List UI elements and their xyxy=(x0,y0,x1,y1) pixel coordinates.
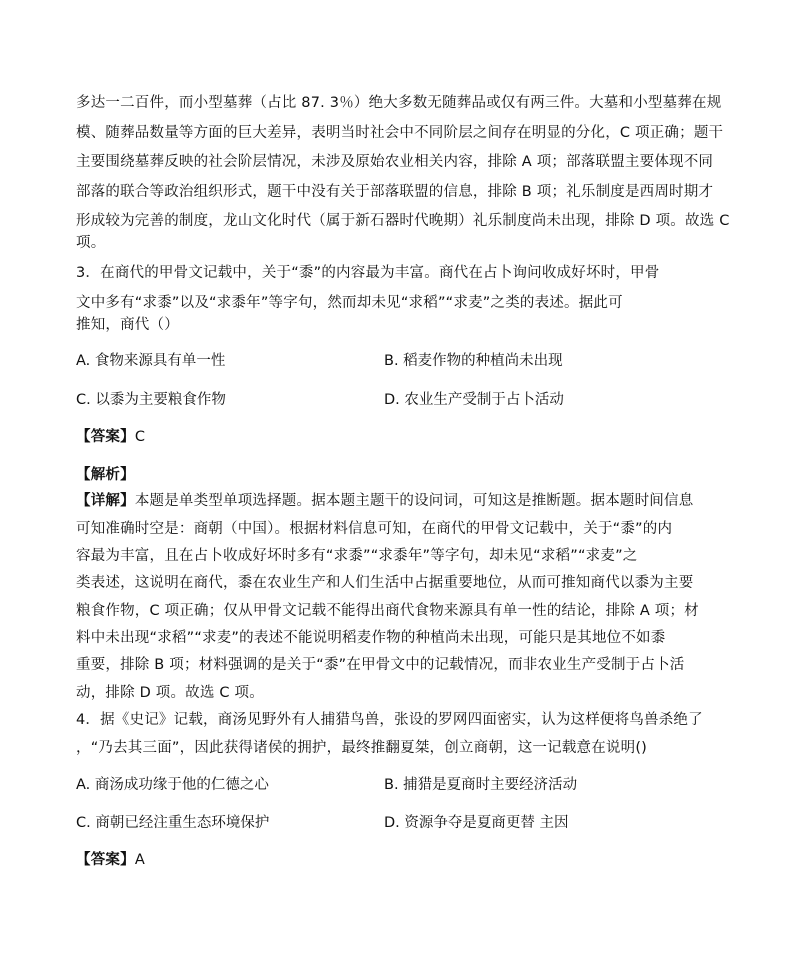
q3-option-c: C. 以黍为主要粮食作物 xyxy=(76,392,226,408)
q4-option-c: C. 商朝已经注重生态环境保护 xyxy=(76,815,270,831)
q3-detail-line-1: 【详解】本题是单类型单项选择题。据本题主题干的设问词，可知这是推断题。据本题时间信息 xyxy=(76,493,694,509)
q4-option-b: B. 捕猎是夏商时主要经济活动 xyxy=(384,777,578,793)
q4-option-d: D. 资源争夺是夏商更替 主因 xyxy=(384,815,569,831)
intro-line-5: 形成较为完善的制度，龙山文化时代（属于新石器时代晚期）礼乐制度尚未出现，排除 D 项。故选 C xyxy=(76,213,730,229)
q3-answer xyxy=(76,428,145,446)
q3-option-b: B. 稻麦作物的种植尚未出现 xyxy=(384,353,563,369)
q3-stem-line-2: 文中多有“求黍”以及“求黍年”等字句，然而却未见“求稻”“求麦”之类的表述。据此可 xyxy=(76,295,623,311)
q4-option-a: A. 商汤成功缘于他的仁德之心 xyxy=(76,777,269,793)
q3-analysis-tag: 【解析】 xyxy=(76,467,135,483)
q3-detail-line-2: 可知准确时空是：商朝（中国）。根据材料信息可知，在商代的甲骨文记载中，关于“黍”的内 xyxy=(76,521,673,537)
q3-option-d: D. 农业生产受制于占卜活动 xyxy=(384,392,564,408)
intro-line-6: 项。 xyxy=(76,235,106,251)
q3-detail-line-3: 容最为丰富，且在占卜收成好坏时多有“求黍”“求黍年”等字句，却未见“求稻”“求麦”之 xyxy=(76,548,638,564)
q3-answer-tag: 【答案】 xyxy=(76,429,135,445)
q4-stem-line-1: 4．据《史记》记载，商汤见野外有人捕猎鸟兽，张设的罗网四面密实，认为这样便将鸟兽杀绝了 xyxy=(76,712,703,728)
q3-detail-line-4: 类表述，这说明在商代，黍在农业生产和人们生活中占据重要地位，从而可推知商代以黍为主要 xyxy=(76,575,694,591)
q3-detail-line-5: 粮食作物，C 项正确；仅从甲骨文记载不能得出商代食物来源具有单一性的结论，排除 A 项；材 xyxy=(76,603,699,619)
intro-line-2: 模、随葬品数量等方面的巨大差异，表明当时社会中不同阶层之间存在明显的分化，C 项正确；题干 xyxy=(76,125,724,141)
q3-option-a: A. 食物来源具有单一性 xyxy=(76,353,226,369)
intro-line-3: 主要围绕墓葬反映的社会阶层情况，未涉及原始农业相关内容，排除 A 项；部落联盟主要体现不同 xyxy=(76,154,714,170)
q3-detail-line-6: 料中未出现“求稻”“求麦”的表述不能说明稻麦作物的种植尚未出现，可能只是其地位不如黍 xyxy=(76,630,666,646)
q3-detail-tag: 【详解】 xyxy=(76,493,135,509)
q4-answer-value: A xyxy=(134,852,145,868)
q3-detail-line-8: 动，排除 D 项。故选 C 项。 xyxy=(76,685,264,701)
intro-line-4: 部落的联合等政治组织形式，题干中没有关于部落联盟的信息，排除 B 项；礼乐制度是西周时期才 xyxy=(76,184,714,200)
intro-line-1: 多达一二百件，而小型墓葬（占比 87. 3％）绝大多数无随葬品或仅有两三件。大墓和小型墓葬在规 xyxy=(76,95,722,111)
q3-answer-value: C xyxy=(134,429,146,445)
q4-answer xyxy=(76,851,145,869)
q4-stem-line-2: ，“乃去其三面”，因此获得诸侯的拥护，最终推翻夏桀，创立商朝，这一记载意在说明() xyxy=(76,740,648,756)
q3-stem-line-1: 3．在商代的甲骨文记载中，关于“黍”的内容最为丰富。商代在占卜询问收成好坏时，甲骨 xyxy=(76,265,660,281)
q3-stem-line-3: 推知，商代（） xyxy=(76,317,179,333)
q3-detail-line-7: 重要，排除 B 项；材料强调的是关于“黍”在甲骨文中的记载情况，而非农业生产受制于占卜活 xyxy=(76,657,685,673)
q4-answer-tag: 【答案】 xyxy=(76,852,135,868)
